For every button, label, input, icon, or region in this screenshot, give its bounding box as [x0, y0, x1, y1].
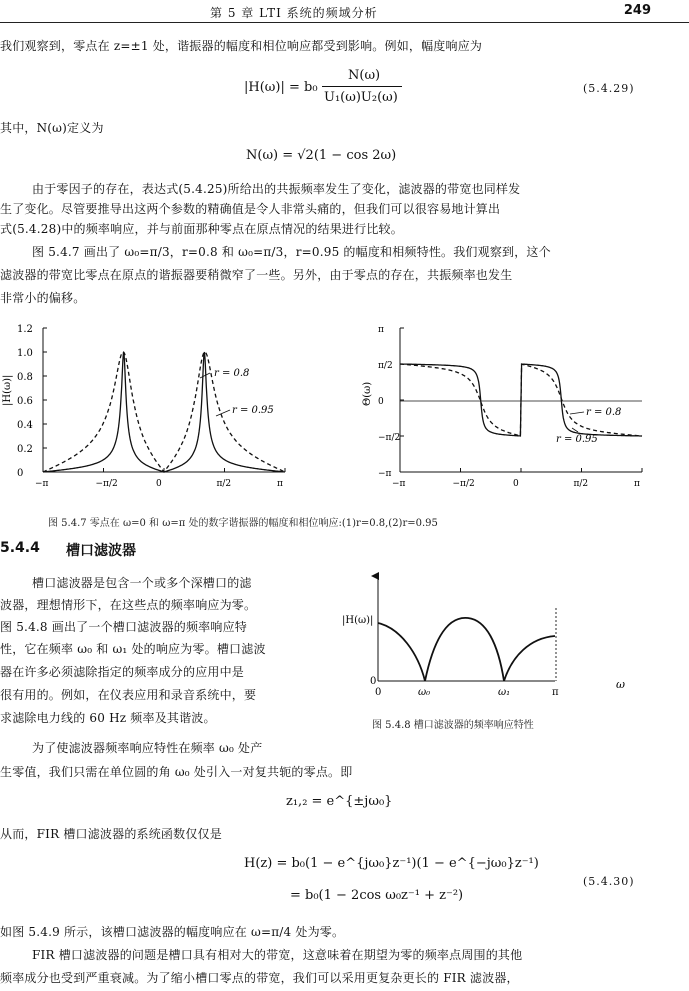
mag-legend-leader-r08 — [200, 373, 210, 378]
equation-5-4-29-numerator: N(ω) — [348, 68, 381, 83]
paragraph-6-line-2: 生零值，我们只需在单位圆的角 ω₀ 处引入一对复共轭的零点。即 — [0, 765, 353, 779]
page-number: 249 — [623, 3, 651, 18]
page-header — [0, 0, 689, 23]
phase-series-r095 — [400, 364, 642, 436]
paragraph-5-line-4: 性，它在频率 ω₀ 和 ω₁ 处的响应为零。槽口滤波 — [0, 642, 266, 656]
section-title: 槽口滤波器 — [66, 543, 136, 559]
notch-y-zero: 0 — [370, 676, 377, 687]
notch-response-curve — [378, 618, 555, 681]
paragraph-3-line-3: 式(5.4.28)中的频率响应，并与前面那种零点在原点情况的结果进行比较。 — [0, 222, 403, 236]
phase-ytick-label: π/2 — [378, 361, 393, 372]
figure-5-4-7 — [0, 318, 689, 508]
phase-xtick-label: π/2 — [573, 479, 589, 489]
equation-number-5-4-29: (5.4.29) — [583, 82, 635, 95]
equation-5-4-29-denominator: U₁(ω)U₂(ω) — [324, 90, 398, 105]
mag-xtick-label: π/2 — [216, 479, 232, 489]
paragraph-7: 从而，FIR 槽口滤波器的系统函数仅仅是 — [0, 827, 222, 841]
mag-ytick-label: 1.2 — [17, 324, 33, 335]
phase-legend-r08: r = 0.8 — [586, 407, 622, 418]
equation-zeros: z₁,₂ = e^{±jω₀} — [286, 794, 393, 809]
paragraph-2: 其中，N(ω)定义为 — [0, 121, 104, 135]
mag-ytick-label: 0.6 — [17, 396, 33, 407]
paragraph-9-line-2: 频率成分也受到严重衰减。为了缩小槽口零点的带宽，我们可以采用更复杂更长的 FIR 滤波器， — [0, 971, 519, 985]
figure-5-4-7-caption: 图 5.4.7 零点在 ω=0 和 ω=π 处的数字谐振器的幅度和相位响应:(1)r=0.8,(2)r=0.95 — [48, 518, 438, 529]
paragraph-4-line-3: 非常小的偏移。 — [0, 291, 86, 305]
mag-xtick-label: π — [276, 479, 283, 489]
mag-legend-r095: r = 0.95 — [232, 405, 274, 416]
notch-tick-omega1: ω₁ — [498, 687, 511, 698]
paragraph-5-line-2: 波器，理想情形下，在这些点的频率响应为零。 — [0, 598, 257, 612]
phase-legend-r095: r = 0.95 — [556, 434, 598, 445]
phase-ytick-label: −π/2 — [378, 432, 401, 443]
paragraph-8: 如图 5.4.9 所示，该槽口滤波器的幅度响应在 ω=π/4 处为零。 — [0, 925, 345, 939]
notch-ylabel: |H(ω)| — [342, 615, 374, 626]
paragraph-6-line-1: 为了使滤波器频率响应特性在频率 ω₀ 处产 — [32, 741, 263, 755]
mag-ytick-label: 0 — [17, 468, 24, 479]
equation-5-4-29-lhs: |H(ω)| = b₀ — [244, 80, 318, 95]
notch-tick-0: 0 — [375, 687, 382, 698]
paragraph-3-line-2: 生了变化。尽管要推导出这两个参数的精确值是令人非常头痛的，但我们可以很容易地计算出 — [0, 202, 501, 216]
phase-ytick-label: π — [378, 325, 384, 336]
phase-legend-leader-r08 — [570, 412, 584, 414]
notch-tick-pi: π — [552, 687, 559, 698]
mag-legend-leader-r095 — [216, 410, 230, 416]
paragraph-5-line-6: 很有用的。例如，在仪表应用和录音系统中，要 — [0, 688, 257, 702]
figure-5-4-8 — [340, 568, 640, 703]
chapter-title: 第 5 章 LTI 系统的频域分析 — [210, 6, 378, 20]
mag-xtick-label: −π — [35, 479, 49, 489]
equation-n-omega: N(ω) = √2(1 − cos 2ω) — [246, 148, 397, 163]
mag-ytick-label: 0.2 — [17, 444, 33, 455]
phase-xtick-label: 0 — [513, 479, 519, 489]
phase-ylabel: Θ(ω) — [362, 381, 373, 406]
phase-ytick-label: −π — [378, 468, 392, 479]
fraction-bar — [322, 86, 402, 87]
phase-xtick-label: −π — [392, 479, 406, 489]
section-number: 5.4.4 — [0, 540, 40, 556]
mag-xtick-label: −π/2 — [95, 479, 118, 489]
paragraph-9-line-1: FIR 槽口滤波器的问题是槽口具有相对大的带宽，这意味着在期望为零的频率点周围的其他 — [32, 948, 523, 962]
equation-number-5-4-30: (5.4.30) — [583, 875, 635, 888]
notch-tick-omega0: ω₀ — [418, 687, 431, 698]
figure-5-4-8-caption: 图 5.4.8 槽口滤波器的频率响应特性 — [372, 720, 534, 731]
notch-xlabel: ω — [616, 678, 625, 691]
equation-5-4-30-line-2: = b₀(1 − 2cos ω₀z⁻¹ + z⁻²) — [290, 888, 464, 903]
phase-plot — [362, 325, 642, 489]
mag-legend-r08: r = 0.8 — [214, 368, 250, 379]
mag-xtick-label: 0 — [156, 479, 162, 489]
mag-ytick-label: 0.4 — [17, 420, 33, 431]
paragraph-4-line-2: 滤波器的带宽比零点在原点的谐振器要稍微窄了一些。另外，由于零点的存在，共振频率也发生 — [0, 268, 513, 282]
mag-ytick-label: 0.8 — [17, 372, 33, 383]
paragraph-5-line-5: 器在许多必须滤除指定的频率成分的应用中是 — [0, 665, 245, 679]
paragraph-5-line-1: 槽口滤波器是包含一个或多个深槽口的滤 — [32, 576, 252, 590]
paragraph-5-line-3: 图 5.4.8 画出了一个槽口滤波器的频率响应特 — [0, 620, 247, 634]
mag-ylabel: |H(ω)| — [2, 374, 13, 406]
phase-xtick-label: π — [633, 479, 640, 489]
phase-ytick-label: 0 — [378, 397, 384, 407]
magnitude-plot — [2, 324, 285, 489]
paragraph-4-line-1: 图 5.4.7 画出了 ω₀=π/3，r=0.8 和 ω₀=π/3，r=0.95 的幅度和相频特性。我们观察到，这个 — [32, 245, 551, 259]
mag-ytick-label: 1.0 — [17, 348, 33, 359]
paragraph-3-line-1: 由于零因子的存在，表达式(5.4.25)所给出的共振频率发生了变化，滤波器的带宽也同样发 — [32, 182, 521, 196]
phase-xtick-label: −π/2 — [452, 479, 475, 489]
equation-5-4-30-line-1: H(z) = b₀(1 − e^{jω₀}z⁻¹)(1 − e^{−jω₀}z⁻¹) — [244, 856, 539, 871]
paragraph-5-line-7: 求滤除电力线的 60 Hz 频率及其谐波。 — [0, 711, 216, 725]
paragraph-1: 我们观察到，零点在 z=±1 处，谐振器的幅度和相位响应都受到影响。例如，幅度响应为 — [0, 39, 483, 53]
